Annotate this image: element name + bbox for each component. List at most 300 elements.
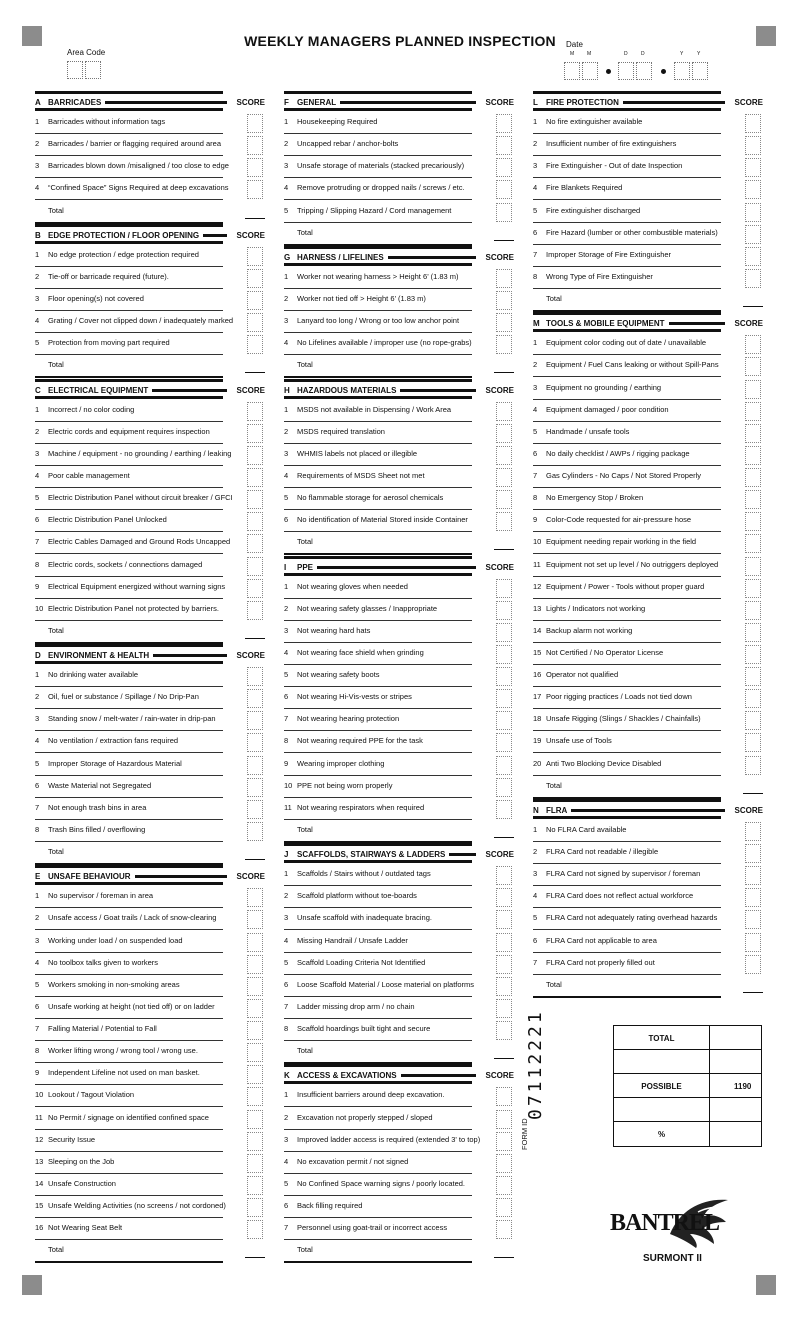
score-box[interactable] xyxy=(496,180,512,199)
item-number: 4 xyxy=(284,648,289,657)
checklist-row xyxy=(533,622,763,644)
score-box[interactable] xyxy=(745,579,761,598)
item-label: Oil, fuel or substance / Spillage / No Drip-Pan xyxy=(48,692,199,702)
score-box[interactable] xyxy=(247,402,263,421)
item-number: 3 xyxy=(35,448,40,458)
score-box[interactable] xyxy=(745,844,761,863)
score-box[interactable] xyxy=(496,888,512,907)
item-number: 5 xyxy=(35,758,40,768)
item-label: No drinking water available xyxy=(48,670,139,680)
item-number: 4 xyxy=(533,183,538,193)
item-label: No Lifelines available / improper use (no rope-grabs) xyxy=(297,338,472,348)
score-box[interactable] xyxy=(496,136,512,155)
checklist-row xyxy=(533,202,763,224)
checklist-row xyxy=(533,268,763,290)
score-box[interactable] xyxy=(247,933,263,952)
score-box[interactable] xyxy=(247,136,263,155)
item-label: Insufficient number of fire extinguishers xyxy=(546,139,677,149)
item-label: Not enough trash bins in area xyxy=(48,802,147,812)
score-box[interactable] xyxy=(247,424,263,443)
date-day-field[interactable] xyxy=(618,62,652,85)
score-box[interactable] xyxy=(496,269,512,288)
checklist-row xyxy=(284,644,514,666)
totals-row-blank[interactable] xyxy=(614,1050,761,1074)
score-box[interactable] xyxy=(496,999,512,1018)
score-label: SCORE xyxy=(236,230,265,240)
score-box[interactable] xyxy=(745,866,761,885)
score-box[interactable] xyxy=(247,800,263,819)
section-header-l xyxy=(533,91,763,111)
total-label: Total xyxy=(48,625,64,635)
item-number: 16 xyxy=(533,670,542,680)
item-number: 11 xyxy=(533,559,541,569)
item-number: 8 xyxy=(533,493,538,503)
score-box[interactable] xyxy=(247,1198,263,1217)
checklist-row xyxy=(533,113,763,135)
score-box[interactable] xyxy=(247,977,263,996)
score-box[interactable] xyxy=(247,269,263,288)
score-box[interactable] xyxy=(496,933,512,952)
checklist-row xyxy=(533,600,763,622)
checklist-row xyxy=(533,423,763,445)
item-label: Unsafe Welding Activities (no screens / not cordoned) xyxy=(48,1201,226,1210)
score-box[interactable] xyxy=(496,645,512,664)
checklist-row xyxy=(533,821,763,843)
score-label: SCORE xyxy=(734,98,763,107)
item-label: Not wearing gloves when needed xyxy=(297,581,408,591)
score-box[interactable] xyxy=(745,203,761,222)
item-number: 16 xyxy=(35,1223,44,1233)
score-box[interactable] xyxy=(745,822,761,841)
checklist-row xyxy=(35,1086,265,1108)
score-box[interactable] xyxy=(745,733,761,752)
item-number: 1 xyxy=(533,338,538,348)
item-label: Unsafe use of Tools xyxy=(546,736,612,746)
checklist-row xyxy=(533,887,763,909)
section-header-a xyxy=(35,91,265,111)
item-label: Wrong Type of Fire Extinguisher xyxy=(546,271,653,281)
score-box[interactable] xyxy=(496,778,512,797)
score-box[interactable] xyxy=(496,1154,512,1173)
score-box[interactable] xyxy=(247,955,263,974)
checklist-row xyxy=(35,467,265,489)
score-box[interactable] xyxy=(496,468,512,487)
score-box[interactable] xyxy=(247,446,263,465)
item-number: 9 xyxy=(35,1068,40,1078)
score-label: SCORE xyxy=(734,805,763,815)
total-score-line[interactable] xyxy=(494,240,514,241)
score-box[interactable] xyxy=(496,203,512,222)
section-title: ELECTRICAL EQUIPMENT xyxy=(48,385,149,395)
score-box[interactable] xyxy=(247,1065,263,1084)
score-box[interactable] xyxy=(496,114,512,133)
item-label: Worker not tied off > Height 6’ (1.83 m) xyxy=(297,294,426,304)
score-box[interactable] xyxy=(496,512,512,531)
score-box[interactable] xyxy=(745,490,761,509)
item-number: 3 xyxy=(284,1134,289,1144)
item-label: Insufficient barriers around deep excavation. xyxy=(297,1090,445,1100)
checklist-row xyxy=(284,1086,514,1108)
checklist-row xyxy=(35,954,265,976)
item-number: 1 xyxy=(284,869,289,879)
total-score-line[interactable] xyxy=(743,992,763,993)
section-total-i xyxy=(284,821,514,843)
checklist-row xyxy=(284,976,514,998)
checklist-row xyxy=(35,821,265,843)
item-number: 2 xyxy=(284,603,289,613)
checklist-row xyxy=(35,511,265,533)
item-number: 9 xyxy=(35,581,40,591)
score-box[interactable] xyxy=(745,601,761,620)
item-number: 5 xyxy=(35,979,40,989)
date-separator-2 xyxy=(661,69,666,74)
item-number: 11 xyxy=(35,1112,43,1122)
score-box[interactable] xyxy=(247,756,263,775)
date-year-field[interactable] xyxy=(674,62,708,85)
score-box[interactable] xyxy=(496,601,512,620)
item-label: Poor cable management xyxy=(48,471,130,481)
item-number: 6 xyxy=(35,1001,40,1011)
item-number: 11 xyxy=(284,802,292,812)
item-label: Security Issue xyxy=(48,1134,96,1144)
total-label: Total xyxy=(297,537,313,547)
checklist-row xyxy=(284,755,514,777)
score-box[interactable] xyxy=(745,645,761,664)
item-label: Equipment damaged / poor condition xyxy=(546,404,669,414)
score-box[interactable] xyxy=(247,579,263,598)
checklist-row xyxy=(35,268,265,290)
checklist-row xyxy=(533,157,763,179)
checklist-row xyxy=(533,556,763,578)
item-number: 3 xyxy=(284,625,289,635)
score-box[interactable] xyxy=(745,424,761,443)
score-box[interactable] xyxy=(247,778,263,797)
score-box[interactable] xyxy=(745,380,761,399)
score-box[interactable] xyxy=(745,955,761,974)
item-number: 3 xyxy=(35,161,40,171)
checklist-row xyxy=(533,932,763,954)
section-header-i xyxy=(284,556,514,576)
item-label: FLRA Card not readable / illegible xyxy=(546,847,659,857)
item-number: 1 xyxy=(284,581,289,591)
checklist-row xyxy=(35,1064,265,1086)
total-label: Total xyxy=(297,824,313,834)
checklist-row xyxy=(533,533,763,555)
checklist-row xyxy=(284,312,514,334)
score-box[interactable] xyxy=(496,402,512,421)
item-label: Electric Distribution Panel not protected by barriers. xyxy=(48,603,219,613)
total-label: Total xyxy=(48,1245,64,1255)
totals-table xyxy=(613,1025,762,1147)
score-box[interactable] xyxy=(496,1087,512,1106)
score-box[interactable] xyxy=(247,291,263,310)
section-total-f xyxy=(284,224,514,246)
item-label: Backup alarm not working xyxy=(546,625,633,635)
item-number: 3 xyxy=(284,448,289,458)
item-label: Equipment color coding out of date / unavailable xyxy=(546,338,707,348)
checklist-row xyxy=(284,489,514,511)
item-label: No flammable storage for aerosol chemicals xyxy=(297,493,444,503)
item-label: Gas Cylinders - No Caps / Not Stored Properly xyxy=(546,471,702,481)
score-box[interactable] xyxy=(247,468,263,487)
score-box[interactable] xyxy=(496,335,512,354)
item-label: Equipment needing repair working in the field xyxy=(546,537,697,547)
score-box[interactable] xyxy=(247,490,263,509)
bantrel-logo xyxy=(610,1192,740,1248)
item-label: Waste Material not Segregated xyxy=(48,780,152,790)
total-score-line[interactable] xyxy=(494,1257,514,1258)
section-total-m xyxy=(533,777,763,799)
date-sub-month-2: M xyxy=(587,51,592,57)
total-score-line[interactable] xyxy=(743,306,763,307)
score-box[interactable] xyxy=(496,667,512,686)
date-sub-month-1: M xyxy=(570,51,575,57)
score-box[interactable] xyxy=(496,1021,512,1040)
item-label: Not wearing respirators when required xyxy=(297,802,425,812)
item-label: No Permit / signage on identified confined space xyxy=(48,1112,209,1122)
score-box[interactable] xyxy=(247,822,263,841)
score-box[interactable] xyxy=(247,512,263,531)
score-box[interactable] xyxy=(745,557,761,576)
score-box[interactable] xyxy=(745,667,761,686)
item-number: 10 xyxy=(35,603,44,613)
checklist-row xyxy=(284,932,514,954)
score-box[interactable] xyxy=(745,225,761,244)
score-box[interactable] xyxy=(247,1220,263,1239)
item-label: Trash Bins filled / overflowing xyxy=(48,824,146,834)
score-box[interactable] xyxy=(745,269,761,288)
score-box[interactable] xyxy=(745,335,761,354)
score-box[interactable] xyxy=(247,1087,263,1106)
item-label: FLRA Card not adequately rating overhead hazards xyxy=(546,913,718,923)
item-number: 15 xyxy=(533,648,542,657)
item-label: Electric Distribution Panel without circuit breaker / GFCI xyxy=(48,493,233,503)
checklist-row xyxy=(533,334,763,356)
score-box[interactable] xyxy=(745,247,761,266)
section-header-k xyxy=(284,1064,514,1084)
score-box[interactable] xyxy=(745,933,761,952)
score-box[interactable] xyxy=(496,756,512,775)
score-box[interactable] xyxy=(247,733,263,752)
score-box[interactable] xyxy=(496,800,512,819)
item-number: 2 xyxy=(533,139,538,149)
section-total-k xyxy=(284,1241,514,1263)
total-score-line[interactable] xyxy=(743,793,763,794)
section-total-a xyxy=(35,202,265,224)
section-header-m xyxy=(533,312,763,332)
score-box[interactable] xyxy=(247,1021,263,1040)
score-box[interactable] xyxy=(247,247,263,266)
total-score-line[interactable] xyxy=(494,1058,514,1059)
score-box[interactable] xyxy=(247,158,263,177)
score-box[interactable] xyxy=(745,711,761,730)
item-label: Protection from moving part required xyxy=(48,338,170,348)
item-number: 4 xyxy=(284,1156,289,1166)
item-number: 8 xyxy=(35,824,40,834)
score-box[interactable] xyxy=(745,888,761,907)
item-number: 6 xyxy=(284,692,289,702)
total-score-line[interactable] xyxy=(245,1257,265,1258)
item-number: 8 xyxy=(35,559,40,569)
checklist-row xyxy=(35,556,265,578)
total-score-line[interactable] xyxy=(494,372,514,373)
total-score-line[interactable] xyxy=(245,218,265,219)
score-box[interactable] xyxy=(745,158,761,177)
total-label: Total xyxy=(546,979,562,989)
area-code-field[interactable] xyxy=(67,61,101,84)
score-box[interactable] xyxy=(247,1132,263,1151)
score-box[interactable] xyxy=(496,313,512,332)
checklist-row xyxy=(533,644,763,666)
score-box[interactable] xyxy=(496,955,512,974)
score-box[interactable] xyxy=(247,1154,263,1173)
total-label: Total xyxy=(297,360,313,370)
item-number: 5 xyxy=(284,205,289,215)
item-label: Worker not wearing harness > Height 6’ (1.83 m) xyxy=(297,271,459,281)
form-id-label: FORM ID xyxy=(520,1118,529,1150)
score-box[interactable] xyxy=(496,1198,512,1217)
score-box[interactable] xyxy=(247,534,263,553)
score-box[interactable] xyxy=(745,512,761,531)
score-box[interactable] xyxy=(247,1043,263,1062)
section-header-n xyxy=(533,799,763,819)
checklist-row xyxy=(35,909,265,931)
checklist-row xyxy=(284,1219,514,1241)
checklist-row xyxy=(533,710,763,732)
item-label: Equipment no grounding / earthing xyxy=(546,382,662,392)
score-box[interactable] xyxy=(496,1220,512,1239)
item-number: 6 xyxy=(284,979,289,989)
score-box[interactable] xyxy=(496,733,512,752)
total-label: TOTAL xyxy=(648,1034,675,1043)
score-box[interactable] xyxy=(247,335,263,354)
item-number: 3 xyxy=(284,316,289,326)
score-box[interactable] xyxy=(247,689,263,708)
score-box[interactable] xyxy=(247,910,263,929)
score-box[interactable] xyxy=(247,1110,263,1129)
score-box[interactable] xyxy=(496,1110,512,1129)
item-label: Improper Storage of Fire Extinguisher xyxy=(546,249,672,259)
section-letter: I xyxy=(284,562,287,572)
section-header-j xyxy=(284,843,514,863)
item-label: Unsafe Construction xyxy=(48,1178,116,1188)
checklist-row xyxy=(284,865,514,887)
score-box[interactable] xyxy=(745,136,761,155)
item-label: Unsafe access / Goat trails / Lack of snow-clearing xyxy=(48,913,217,923)
score-box[interactable] xyxy=(745,689,761,708)
score-box[interactable] xyxy=(496,579,512,598)
item-number: 6 xyxy=(533,448,538,458)
item-number: 1 xyxy=(284,1090,289,1100)
score-box[interactable] xyxy=(247,180,263,199)
item-label: Personnel using goat-trail or incorrect access xyxy=(297,1223,448,1233)
date-month-field[interactable] xyxy=(564,62,598,85)
item-number: 2 xyxy=(35,426,40,436)
score-box[interactable] xyxy=(745,446,761,465)
section-title: UNSAFE BEHAVIOUR xyxy=(48,872,131,882)
item-label: Not wearing face shield when grinding xyxy=(297,648,424,657)
item-label: Not wearing safety boots xyxy=(297,670,380,680)
item-number: 2 xyxy=(533,847,538,857)
score-box[interactable] xyxy=(247,557,263,576)
section-header-b xyxy=(35,224,265,244)
score-box[interactable] xyxy=(496,291,512,310)
score-box[interactable] xyxy=(745,623,761,642)
item-label: Excavation not properly stepped / sloped xyxy=(297,1112,433,1122)
score-box[interactable] xyxy=(247,667,263,686)
checklist-row xyxy=(284,290,514,312)
score-box[interactable] xyxy=(496,446,512,465)
score-box[interactable] xyxy=(496,1132,512,1151)
checklist-row xyxy=(35,312,265,334)
item-number: 17 xyxy=(533,692,542,702)
score-box[interactable] xyxy=(745,180,761,199)
score-box[interactable] xyxy=(247,999,263,1018)
item-number: 4 xyxy=(284,183,289,193)
score-box[interactable] xyxy=(247,888,263,907)
score-box[interactable] xyxy=(745,357,761,376)
checklist-row xyxy=(284,202,514,224)
score-box[interactable] xyxy=(496,1176,512,1195)
total-score-line[interactable] xyxy=(245,638,265,639)
item-label: Worker lifting wrong / wrong tool / wrong use. xyxy=(48,1046,198,1056)
item-number: 7 xyxy=(35,802,40,812)
score-box[interactable] xyxy=(496,689,512,708)
score-box[interactable] xyxy=(496,424,512,443)
checklist-row xyxy=(284,799,514,821)
total-score-line[interactable] xyxy=(494,837,514,838)
item-label: Improper Storage of Hazardous Material xyxy=(48,758,182,768)
item-label: Equipment / Fuel Cans leaking or without Spill-Pans xyxy=(546,360,719,370)
score-box[interactable] xyxy=(496,977,512,996)
score-box[interactable] xyxy=(745,910,761,929)
score-box[interactable] xyxy=(745,756,761,775)
score-box[interactable] xyxy=(496,158,512,177)
total-score-line[interactable] xyxy=(245,372,265,373)
score-box[interactable] xyxy=(247,711,263,730)
score-box[interactable] xyxy=(745,114,761,133)
score-box[interactable] xyxy=(496,711,512,730)
score-box[interactable] xyxy=(496,623,512,642)
item-number: 5 xyxy=(35,493,40,503)
score-box[interactable] xyxy=(247,1176,263,1195)
score-box[interactable] xyxy=(247,114,263,133)
item-label: Not wearing hard hats xyxy=(297,625,371,635)
score-box[interactable] xyxy=(496,866,512,885)
checklist-row xyxy=(35,666,265,688)
item-label: Scaffold platform without toe-boards xyxy=(297,891,417,901)
checklist-row xyxy=(35,1219,265,1241)
score-box[interactable] xyxy=(745,402,761,421)
score-box[interactable] xyxy=(247,313,263,332)
score-box[interactable] xyxy=(247,601,263,620)
total-score-line[interactable] xyxy=(245,859,265,860)
item-number: 13 xyxy=(533,603,542,613)
score-box[interactable] xyxy=(496,490,512,509)
score-box[interactable] xyxy=(745,534,761,553)
section-total-n xyxy=(533,976,763,998)
form-number: 07112221 xyxy=(525,1009,546,1120)
total-label: Total xyxy=(48,205,64,215)
checklist-row xyxy=(284,268,514,290)
score-box[interactable] xyxy=(745,468,761,487)
total-score-line[interactable] xyxy=(494,549,514,550)
checklist-row xyxy=(35,600,265,622)
totals-row-blank-2[interactable] xyxy=(614,1098,761,1122)
score-box[interactable] xyxy=(496,910,512,929)
item-label: No Confined Space warning signs / poorly located. xyxy=(297,1178,466,1188)
checklist-row xyxy=(35,777,265,799)
